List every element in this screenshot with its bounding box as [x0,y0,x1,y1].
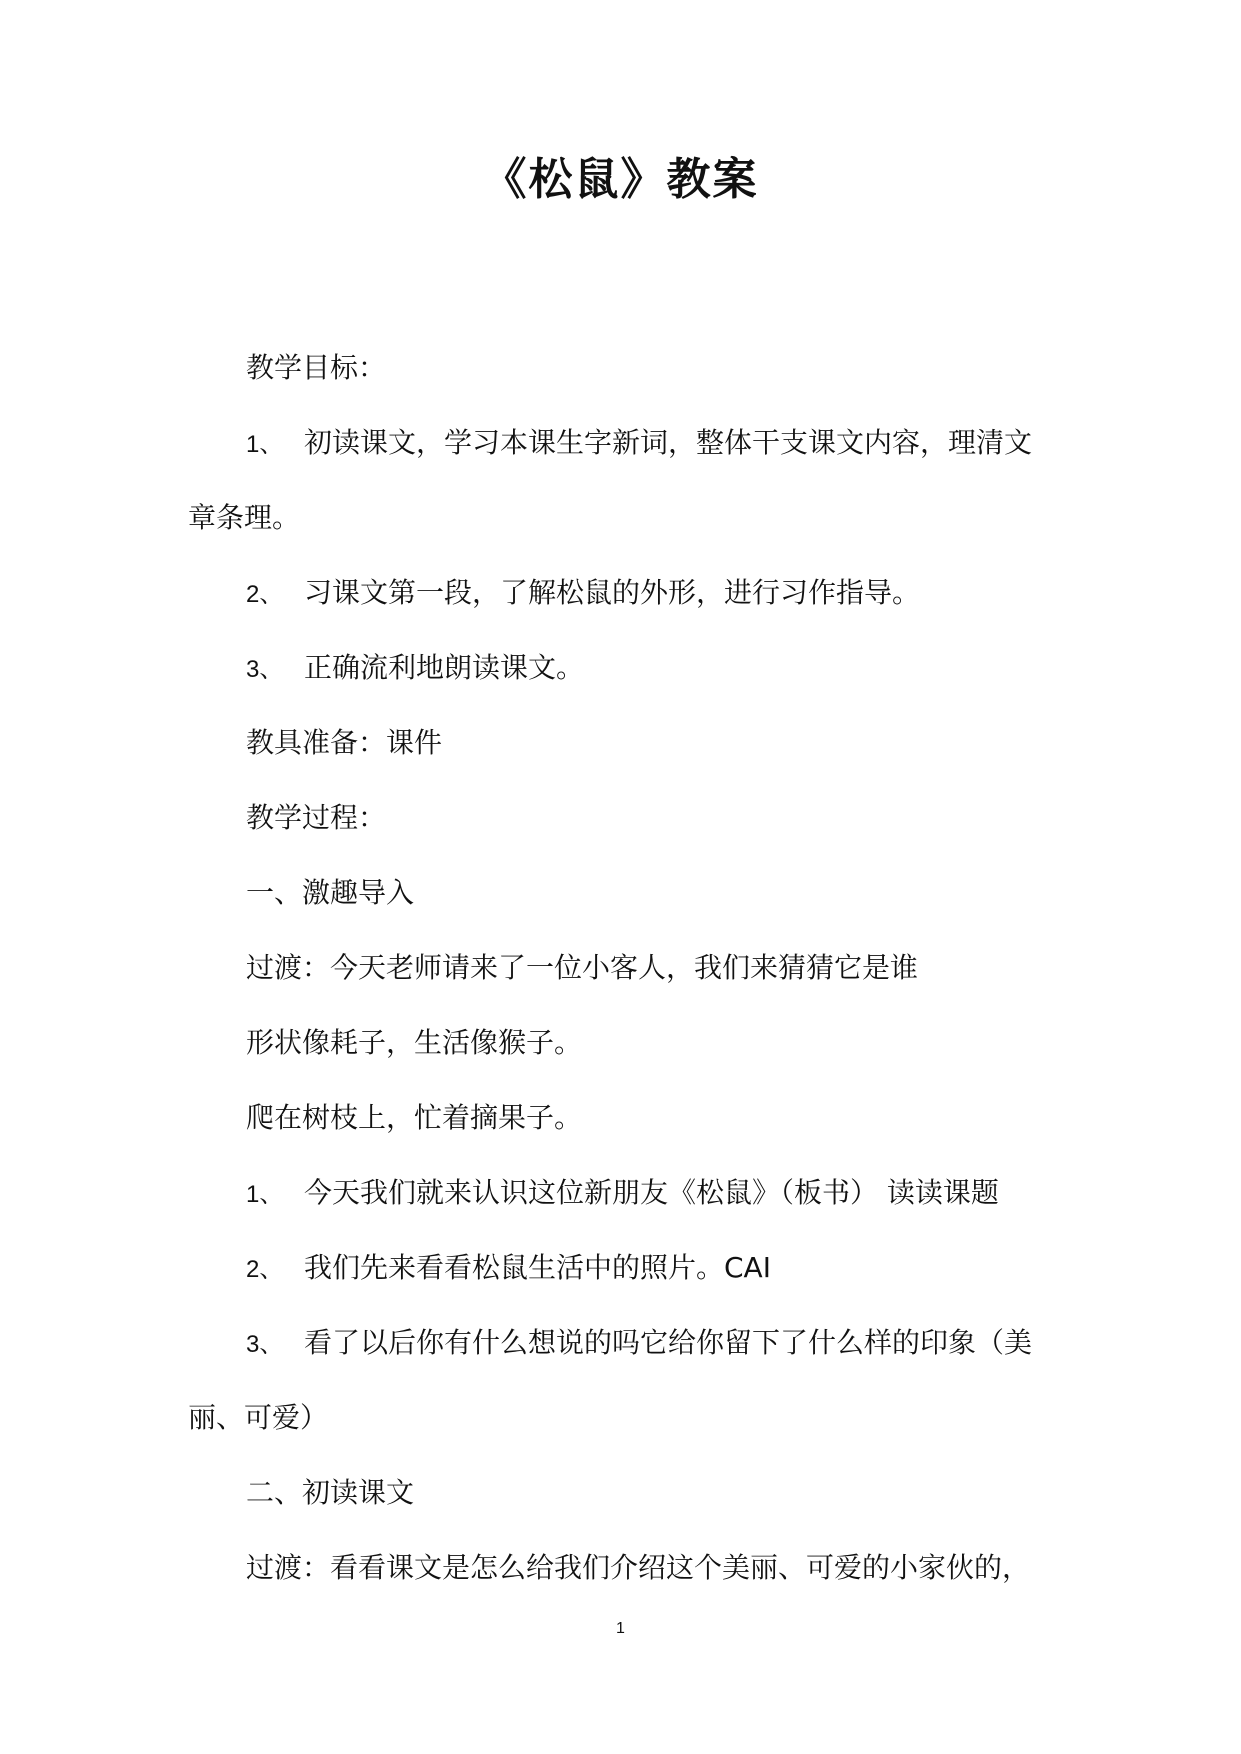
riddle-line-1: 形状像耗子，生活像猴子。 [246,1026,583,1059]
intro-item-3 [188,1305,1058,1380]
intro-item-1 [188,1155,1058,1230]
objective-item-1-continued: 章条理。 [188,501,301,534]
objective-text: 习课文第一段，了解松鼠的外形，进行习作指导。 [304,576,921,609]
list-number: 3、 [246,1331,284,1358]
intro-text: 今天我们就来认识这位新朋友《松鼠》（板书） 读读课题 [304,1176,999,1209]
teaching-aids: 教具准备：课件 [246,726,443,759]
section-heading-objectives: 教学目标： [246,351,387,384]
riddle-line-2: 爬在树枝上，忙着摘果子。 [246,1101,583,1134]
section-heading-process: 教学过程： [246,801,387,834]
list-number: 1、 [246,431,284,458]
document-title: 《松鼠》教案 [482,154,759,205]
objective-item-1 [188,405,1058,480]
intro-text: 我们先来看看松鼠生活中的照片。CAI [304,1251,771,1284]
paragraph-transition-2: 过渡：看看课文是怎么给我们介绍这个美丽、可爱的小家伙的， [246,1551,1031,1584]
document-body [188,330,1058,1605]
intro-item-2 [188,1230,1058,1305]
paragraph-transition-1: 过渡：今天老师请来了一位小客人，我们来猜猜它是谁 [246,951,919,984]
list-number: 3、 [246,656,284,683]
list-number: 1、 [246,1181,284,1208]
objective-text: 初读课文，学习本课生字新词，整体干支课文内容，理清文 [304,426,1033,459]
intro-item-3-continued: 丽、可爱） [188,1401,329,1434]
section-heading-intro: 一、激趣导入 [246,876,415,909]
list-number: 2、 [246,1256,284,1283]
objective-item-2 [188,555,1058,630]
section-heading-first-reading: 二、初读课文 [246,1476,415,1509]
objective-item-3 [188,630,1058,705]
page-number: 1 [616,1620,625,1637]
intro-text: 看了以后你有什么想说的吗它给你留下了什么样的印象（美 [304,1326,1033,1359]
objective-text: 正确流利地朗读课文。 [304,651,585,684]
list-number: 2、 [246,581,284,608]
